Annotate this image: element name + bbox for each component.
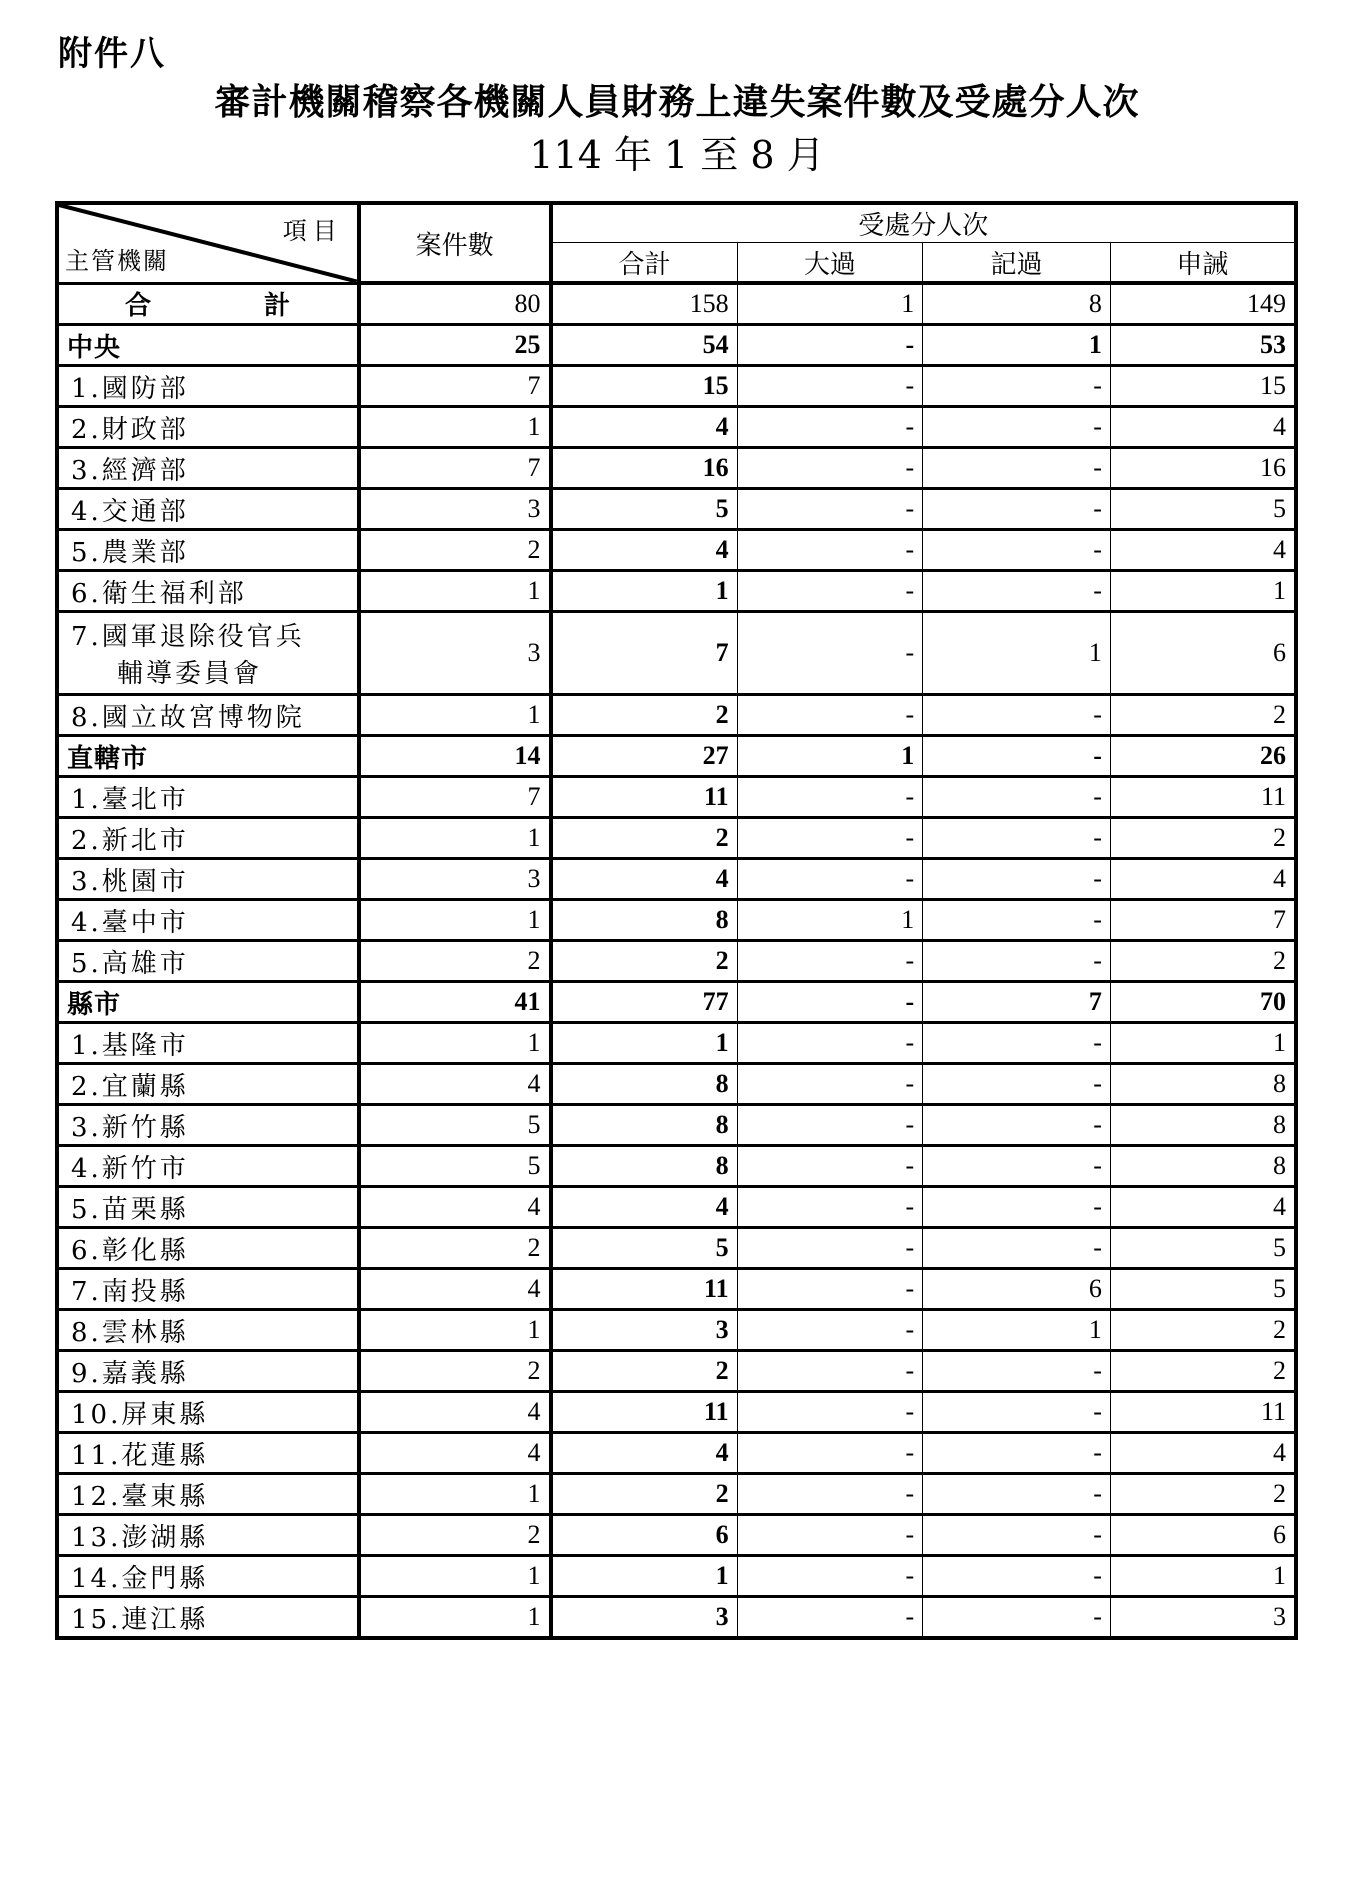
table-row bbox=[57, 1187, 1296, 1228]
total-cell: 11 bbox=[551, 1269, 738, 1310]
cases-cell: 2 bbox=[359, 530, 551, 571]
total-cell: 16 bbox=[551, 448, 738, 489]
major-demerit-cell: - bbox=[737, 407, 923, 448]
total-cell: 3 bbox=[551, 1310, 738, 1351]
agency-name-line1: 8.國立故宮博物院 bbox=[71, 702, 305, 733]
agency-name bbox=[57, 1146, 359, 1187]
section-cases: 41 bbox=[359, 982, 551, 1023]
cases-cell: 7 bbox=[359, 777, 551, 818]
cases-cell: 1 bbox=[359, 1023, 551, 1064]
agency-name-line2: 輔導委員會 bbox=[117, 659, 263, 689]
demerit-cell: - bbox=[923, 1515, 1111, 1556]
reprimand-cell: 15 bbox=[1110, 366, 1296, 407]
cases-cell: 2 bbox=[359, 1351, 551, 1392]
total-cell: 3 bbox=[551, 1597, 738, 1639]
demerit-cell: - bbox=[923, 695, 1111, 736]
table-row bbox=[57, 1064, 1296, 1105]
grand-total-cases: 80 bbox=[359, 283, 551, 325]
major-demerit-cell: - bbox=[737, 1433, 923, 1474]
demerit-cell: - bbox=[923, 941, 1111, 982]
cases-cell: 3 bbox=[359, 859, 551, 900]
total-cell: 2 bbox=[551, 1351, 738, 1392]
section-row bbox=[57, 982, 1296, 1023]
table-row bbox=[57, 612, 1296, 695]
grand-total-label bbox=[57, 283, 359, 325]
demerit-cell: 6 bbox=[923, 1269, 1111, 1310]
section-demerit: 1 bbox=[923, 325, 1111, 366]
demerit-cell: - bbox=[923, 407, 1111, 448]
agency-name-line1: 11.花蓮縣 bbox=[71, 1440, 209, 1471]
demerit-cell: 1 bbox=[923, 612, 1111, 695]
agency-name bbox=[57, 448, 359, 489]
major-demerit-cell: - bbox=[737, 818, 923, 859]
agency-name-line1: 2.財政部 bbox=[71, 414, 189, 445]
total-cell: 8 bbox=[551, 1064, 738, 1105]
table-row bbox=[57, 1269, 1296, 1310]
section-name: 中央 bbox=[57, 325, 359, 366]
reprimand-cell: 8 bbox=[1110, 1105, 1296, 1146]
agency-name bbox=[57, 1064, 359, 1105]
cases-cell: 1 bbox=[359, 407, 551, 448]
header-reprimand: 申誡 bbox=[1110, 243, 1296, 284]
demerit-cell: - bbox=[923, 571, 1111, 612]
table-row bbox=[57, 777, 1296, 818]
agency-name-line1: 1.基隆市 bbox=[71, 1030, 189, 1061]
agency-name bbox=[57, 1474, 359, 1515]
reprimand-cell: 11 bbox=[1110, 1392, 1296, 1433]
agency-name-line1: 12.臺東縣 bbox=[71, 1481, 209, 1512]
total-cell: 4 bbox=[551, 1433, 738, 1474]
agency-name bbox=[57, 530, 359, 571]
cases-cell: 4 bbox=[359, 1064, 551, 1105]
major-demerit-cell: - bbox=[737, 1105, 923, 1146]
grand-total-label-b: 計 bbox=[264, 291, 294, 322]
agency-name-line1: 7.南投縣 bbox=[71, 1276, 189, 1307]
agency-name-line1: 9.嘉義縣 bbox=[71, 1358, 189, 1389]
table-row bbox=[57, 1556, 1296, 1597]
cases-cell: 4 bbox=[359, 1187, 551, 1228]
reprimand-cell: 8 bbox=[1110, 1146, 1296, 1187]
demerit-cell: - bbox=[923, 900, 1111, 941]
table-row bbox=[57, 1310, 1296, 1351]
major-demerit-cell: - bbox=[737, 571, 923, 612]
section-demerit: 7 bbox=[923, 982, 1111, 1023]
agency-name bbox=[57, 1433, 359, 1474]
section-cases: 25 bbox=[359, 325, 551, 366]
section-reprimand: 26 bbox=[1110, 736, 1296, 777]
agency-name-line1: 8.雲林縣 bbox=[71, 1317, 189, 1348]
major-demerit-cell: - bbox=[737, 1515, 923, 1556]
reprimand-cell: 8 bbox=[1110, 1064, 1296, 1105]
agency-name-line1: 5.高雄市 bbox=[71, 948, 189, 979]
cases-cell: 3 bbox=[359, 612, 551, 695]
cases-cell: 1 bbox=[359, 1310, 551, 1351]
table-row bbox=[57, 1105, 1296, 1146]
cases-cell: 1 bbox=[359, 1474, 551, 1515]
major-demerit-cell: - bbox=[737, 1556, 923, 1597]
reprimand-cell: 1 bbox=[1110, 571, 1296, 612]
cases-cell: 1 bbox=[359, 571, 551, 612]
cases-cell: 4 bbox=[359, 1433, 551, 1474]
table-body bbox=[57, 283, 1296, 1638]
agency-name-line1: 5.農業部 bbox=[71, 537, 189, 568]
table-row bbox=[57, 1433, 1296, 1474]
agency-name-line1: 6.彰化縣 bbox=[71, 1235, 189, 1266]
agency-name bbox=[57, 777, 359, 818]
agency-name-line1: 14.金門縣 bbox=[71, 1563, 209, 1594]
demerit-cell: - bbox=[923, 1228, 1111, 1269]
reprimand-cell: 2 bbox=[1110, 1351, 1296, 1392]
agency-name bbox=[57, 1105, 359, 1146]
cases-cell: 1 bbox=[359, 900, 551, 941]
section-name: 縣市 bbox=[57, 982, 359, 1023]
reprimand-cell: 2 bbox=[1110, 941, 1296, 982]
major-demerit-cell: - bbox=[737, 1392, 923, 1433]
demerit-cell: - bbox=[923, 1064, 1111, 1105]
total-cell: 11 bbox=[551, 1392, 738, 1433]
agency-name-line1: 3.桃園市 bbox=[71, 866, 189, 897]
demerit-cell: 1 bbox=[923, 1310, 1111, 1351]
major-demerit-cell: - bbox=[737, 695, 923, 736]
reprimand-cell: 4 bbox=[1110, 859, 1296, 900]
demerit-cell: - bbox=[923, 1146, 1111, 1187]
cases-cell: 7 bbox=[359, 448, 551, 489]
reprimand-cell: 2 bbox=[1110, 818, 1296, 859]
total-cell: 2 bbox=[551, 818, 738, 859]
reprimand-cell: 2 bbox=[1110, 695, 1296, 736]
table-row bbox=[57, 366, 1296, 407]
agency-name bbox=[57, 571, 359, 612]
major-demerit-cell: - bbox=[737, 530, 923, 571]
demerit-cell: - bbox=[923, 1105, 1111, 1146]
section-demerit: - bbox=[923, 736, 1111, 777]
agency-name-line1: 4.新竹市 bbox=[71, 1153, 189, 1184]
table-row bbox=[57, 900, 1296, 941]
cases-cell: 1 bbox=[359, 1597, 551, 1639]
agency-name bbox=[57, 941, 359, 982]
table-row bbox=[57, 1392, 1296, 1433]
section-major: 1 bbox=[737, 736, 923, 777]
agency-name bbox=[57, 1023, 359, 1064]
major-demerit-cell: - bbox=[737, 859, 923, 900]
reprimand-cell: 2 bbox=[1110, 1474, 1296, 1515]
major-demerit-cell: - bbox=[737, 1023, 923, 1064]
table-row bbox=[57, 818, 1296, 859]
grand-total-demerit: 8 bbox=[923, 283, 1111, 325]
table-row bbox=[57, 941, 1296, 982]
total-cell: 2 bbox=[551, 695, 738, 736]
reprimand-cell: 5 bbox=[1110, 1228, 1296, 1269]
section-reprimand: 53 bbox=[1110, 325, 1296, 366]
section-reprimand: 70 bbox=[1110, 982, 1296, 1023]
section-cases: 14 bbox=[359, 736, 551, 777]
cases-cell: 4 bbox=[359, 1269, 551, 1310]
agency-name-line1: 5.苗栗縣 bbox=[71, 1194, 189, 1225]
total-cell: 4 bbox=[551, 530, 738, 571]
total-cell: 2 bbox=[551, 941, 738, 982]
agency-name-line1: 3.新竹縣 bbox=[71, 1112, 189, 1143]
total-cell: 1 bbox=[551, 1023, 738, 1064]
cases-cell: 5 bbox=[359, 1105, 551, 1146]
demerit-cell: - bbox=[923, 859, 1111, 900]
agency-name-line1: 15.連江縣 bbox=[71, 1604, 209, 1635]
demerit-cell: - bbox=[923, 1433, 1111, 1474]
demerit-cell: - bbox=[923, 1392, 1111, 1433]
reprimand-cell: 6 bbox=[1110, 1515, 1296, 1556]
total-cell: 4 bbox=[551, 407, 738, 448]
header-item-label: 項目 bbox=[282, 217, 343, 245]
reprimand-cell: 4 bbox=[1110, 407, 1296, 448]
section-total: 77 bbox=[551, 982, 738, 1023]
table-row bbox=[57, 859, 1296, 900]
table-row bbox=[57, 571, 1296, 612]
table-row bbox=[57, 407, 1296, 448]
major-demerit-cell: - bbox=[737, 1597, 923, 1639]
major-demerit-cell: - bbox=[737, 489, 923, 530]
table-row bbox=[57, 1023, 1296, 1064]
reprimand-cell: 4 bbox=[1110, 530, 1296, 571]
major-demerit-cell: - bbox=[737, 1351, 923, 1392]
demerit-cell: - bbox=[923, 777, 1111, 818]
attachment-label: 附件八 bbox=[58, 34, 166, 74]
agency-name bbox=[57, 1269, 359, 1310]
demerit-cell: - bbox=[923, 1556, 1111, 1597]
cases-cell: 5 bbox=[359, 1146, 551, 1187]
section-name: 直轄市 bbox=[57, 736, 359, 777]
agency-name bbox=[57, 1187, 359, 1228]
major-demerit-cell: - bbox=[737, 1228, 923, 1269]
reprimand-cell: 5 bbox=[1110, 489, 1296, 530]
table-row bbox=[57, 1515, 1296, 1556]
header-total: 合計 bbox=[551, 243, 738, 284]
major-demerit-cell: - bbox=[737, 1064, 923, 1105]
reprimand-cell: 16 bbox=[1110, 448, 1296, 489]
total-cell: 2 bbox=[551, 1474, 738, 1515]
grand-total-label-a: 合 bbox=[125, 291, 155, 322]
reprimand-cell: 11 bbox=[1110, 777, 1296, 818]
header-agency-label: 主管機關 bbox=[65, 246, 169, 275]
demerit-cell: - bbox=[923, 1474, 1111, 1515]
cases-cell: 4 bbox=[359, 1392, 551, 1433]
major-demerit-cell: - bbox=[737, 1146, 923, 1187]
table-row bbox=[57, 489, 1296, 530]
cases-cell: 7 bbox=[359, 366, 551, 407]
total-cell: 5 bbox=[551, 489, 738, 530]
reprimand-cell: 1 bbox=[1110, 1023, 1296, 1064]
header-major-demerit: 大過 bbox=[737, 243, 923, 284]
document-title: 審計機關稽察各機關人員財務上違失案件數及受處分人次 bbox=[214, 81, 1140, 123]
major-demerit-cell: - bbox=[737, 448, 923, 489]
grand-total-major: 1 bbox=[737, 283, 923, 325]
agency-name-line1: 4.交通部 bbox=[71, 496, 189, 527]
section-major: - bbox=[737, 982, 923, 1023]
table-row bbox=[57, 448, 1296, 489]
agency-name-line1: 1.國防部 bbox=[71, 373, 189, 404]
agency-name bbox=[57, 1556, 359, 1597]
major-demerit-cell: - bbox=[737, 1474, 923, 1515]
grand-total-total: 158 bbox=[551, 283, 738, 325]
agency-name bbox=[57, 859, 359, 900]
demerit-cell: - bbox=[923, 489, 1111, 530]
total-cell: 8 bbox=[551, 1105, 738, 1146]
cases-cell: 2 bbox=[359, 1515, 551, 1556]
major-demerit-cell: - bbox=[737, 941, 923, 982]
document-period: 114 年 1 至 8 月 bbox=[529, 133, 825, 177]
reprimand-cell: 2 bbox=[1110, 1310, 1296, 1351]
total-cell: 5 bbox=[551, 1228, 738, 1269]
section-major: - bbox=[737, 325, 923, 366]
total-cell: 8 bbox=[551, 900, 738, 941]
total-cell: 15 bbox=[551, 366, 738, 407]
major-demerit-cell: - bbox=[737, 777, 923, 818]
total-cell: 4 bbox=[551, 1187, 738, 1228]
total-cell: 1 bbox=[551, 1556, 738, 1597]
cases-cell: 1 bbox=[359, 695, 551, 736]
table-row bbox=[57, 695, 1296, 736]
reprimand-cell: 7 bbox=[1110, 900, 1296, 941]
cases-cell: 2 bbox=[359, 941, 551, 982]
demerit-cell: - bbox=[923, 1023, 1111, 1064]
demerit-cell: - bbox=[923, 818, 1111, 859]
table-row bbox=[57, 1228, 1296, 1269]
reprimand-cell: 6 bbox=[1110, 612, 1296, 695]
section-total: 27 bbox=[551, 736, 738, 777]
major-demerit-cell: - bbox=[737, 366, 923, 407]
header-penalty-group: 受處分人次 bbox=[551, 203, 1297, 243]
agency-name bbox=[57, 1392, 359, 1433]
total-cell: 4 bbox=[551, 859, 738, 900]
table-row bbox=[57, 530, 1296, 571]
demerit-cell: - bbox=[923, 530, 1111, 571]
table-row bbox=[57, 1146, 1296, 1187]
agency-name bbox=[57, 1515, 359, 1556]
table-row bbox=[57, 1474, 1296, 1515]
diagonal-header-cell bbox=[57, 203, 359, 283]
agency-name bbox=[57, 695, 359, 736]
reprimand-cell: 4 bbox=[1110, 1187, 1296, 1228]
table-row bbox=[57, 1351, 1296, 1392]
agency-name-line1: 2.新北市 bbox=[71, 825, 189, 856]
header-cases: 案件數 bbox=[359, 203, 551, 283]
agency-name-line1: 2.宜蘭縣 bbox=[71, 1071, 189, 1102]
agency-name-line1: 10.屏東縣 bbox=[71, 1399, 209, 1430]
major-demerit-cell: - bbox=[737, 1269, 923, 1310]
total-cell: 11 bbox=[551, 777, 738, 818]
demerit-cell: - bbox=[923, 366, 1111, 407]
demerit-cell: - bbox=[923, 1351, 1111, 1392]
major-demerit-cell: - bbox=[737, 1310, 923, 1351]
reprimand-cell: 3 bbox=[1110, 1597, 1296, 1639]
demerit-cell: - bbox=[923, 1187, 1111, 1228]
reprimand-cell: 4 bbox=[1110, 1433, 1296, 1474]
section-row bbox=[57, 325, 1296, 366]
agency-name bbox=[57, 900, 359, 941]
total-cell: 8 bbox=[551, 1146, 738, 1187]
header-demerit: 記過 bbox=[923, 243, 1111, 284]
demerit-cell: - bbox=[923, 1597, 1111, 1639]
major-demerit-cell: - bbox=[737, 612, 923, 695]
agency-name bbox=[57, 1597, 359, 1639]
section-total: 54 bbox=[551, 325, 738, 366]
demerit-cell: - bbox=[923, 448, 1111, 489]
cases-cell: 2 bbox=[359, 1228, 551, 1269]
reprimand-cell: 1 bbox=[1110, 1556, 1296, 1597]
agency-name bbox=[57, 489, 359, 530]
agency-name-line1: 1.臺北市 bbox=[71, 784, 189, 815]
agency-name bbox=[57, 1228, 359, 1269]
cases-cell: 1 bbox=[359, 1556, 551, 1597]
agency-name-line1: 13.澎湖縣 bbox=[71, 1522, 209, 1553]
total-cell: 1 bbox=[551, 571, 738, 612]
major-demerit-cell: - bbox=[737, 1187, 923, 1228]
agency-name bbox=[57, 818, 359, 859]
agency-name bbox=[57, 407, 359, 448]
cases-cell: 3 bbox=[359, 489, 551, 530]
agency-name bbox=[57, 612, 359, 695]
statistics-table bbox=[55, 201, 1298, 1640]
total-cell: 6 bbox=[551, 1515, 738, 1556]
agency-name bbox=[57, 1310, 359, 1351]
agency-name-line1: 3.經濟部 bbox=[71, 455, 189, 486]
agency-name-line1: 7.國軍退除役官兵 bbox=[71, 622, 305, 652]
agency-name-line1: 4.臺中市 bbox=[71, 907, 189, 938]
table-row bbox=[57, 1597, 1296, 1639]
grand-total-reprimand: 149 bbox=[1110, 283, 1296, 325]
reprimand-cell: 5 bbox=[1110, 1269, 1296, 1310]
table-header bbox=[57, 203, 1296, 283]
section-row bbox=[57, 736, 1296, 777]
agency-name-line1: 6.衛生福利部 bbox=[71, 578, 247, 609]
major-demerit-cell: 1 bbox=[737, 900, 923, 941]
agency-name bbox=[57, 366, 359, 407]
cases-cell: 1 bbox=[359, 818, 551, 859]
grand-total-row bbox=[57, 283, 1296, 325]
agency-name bbox=[57, 1351, 359, 1392]
total-cell: 7 bbox=[551, 612, 738, 695]
